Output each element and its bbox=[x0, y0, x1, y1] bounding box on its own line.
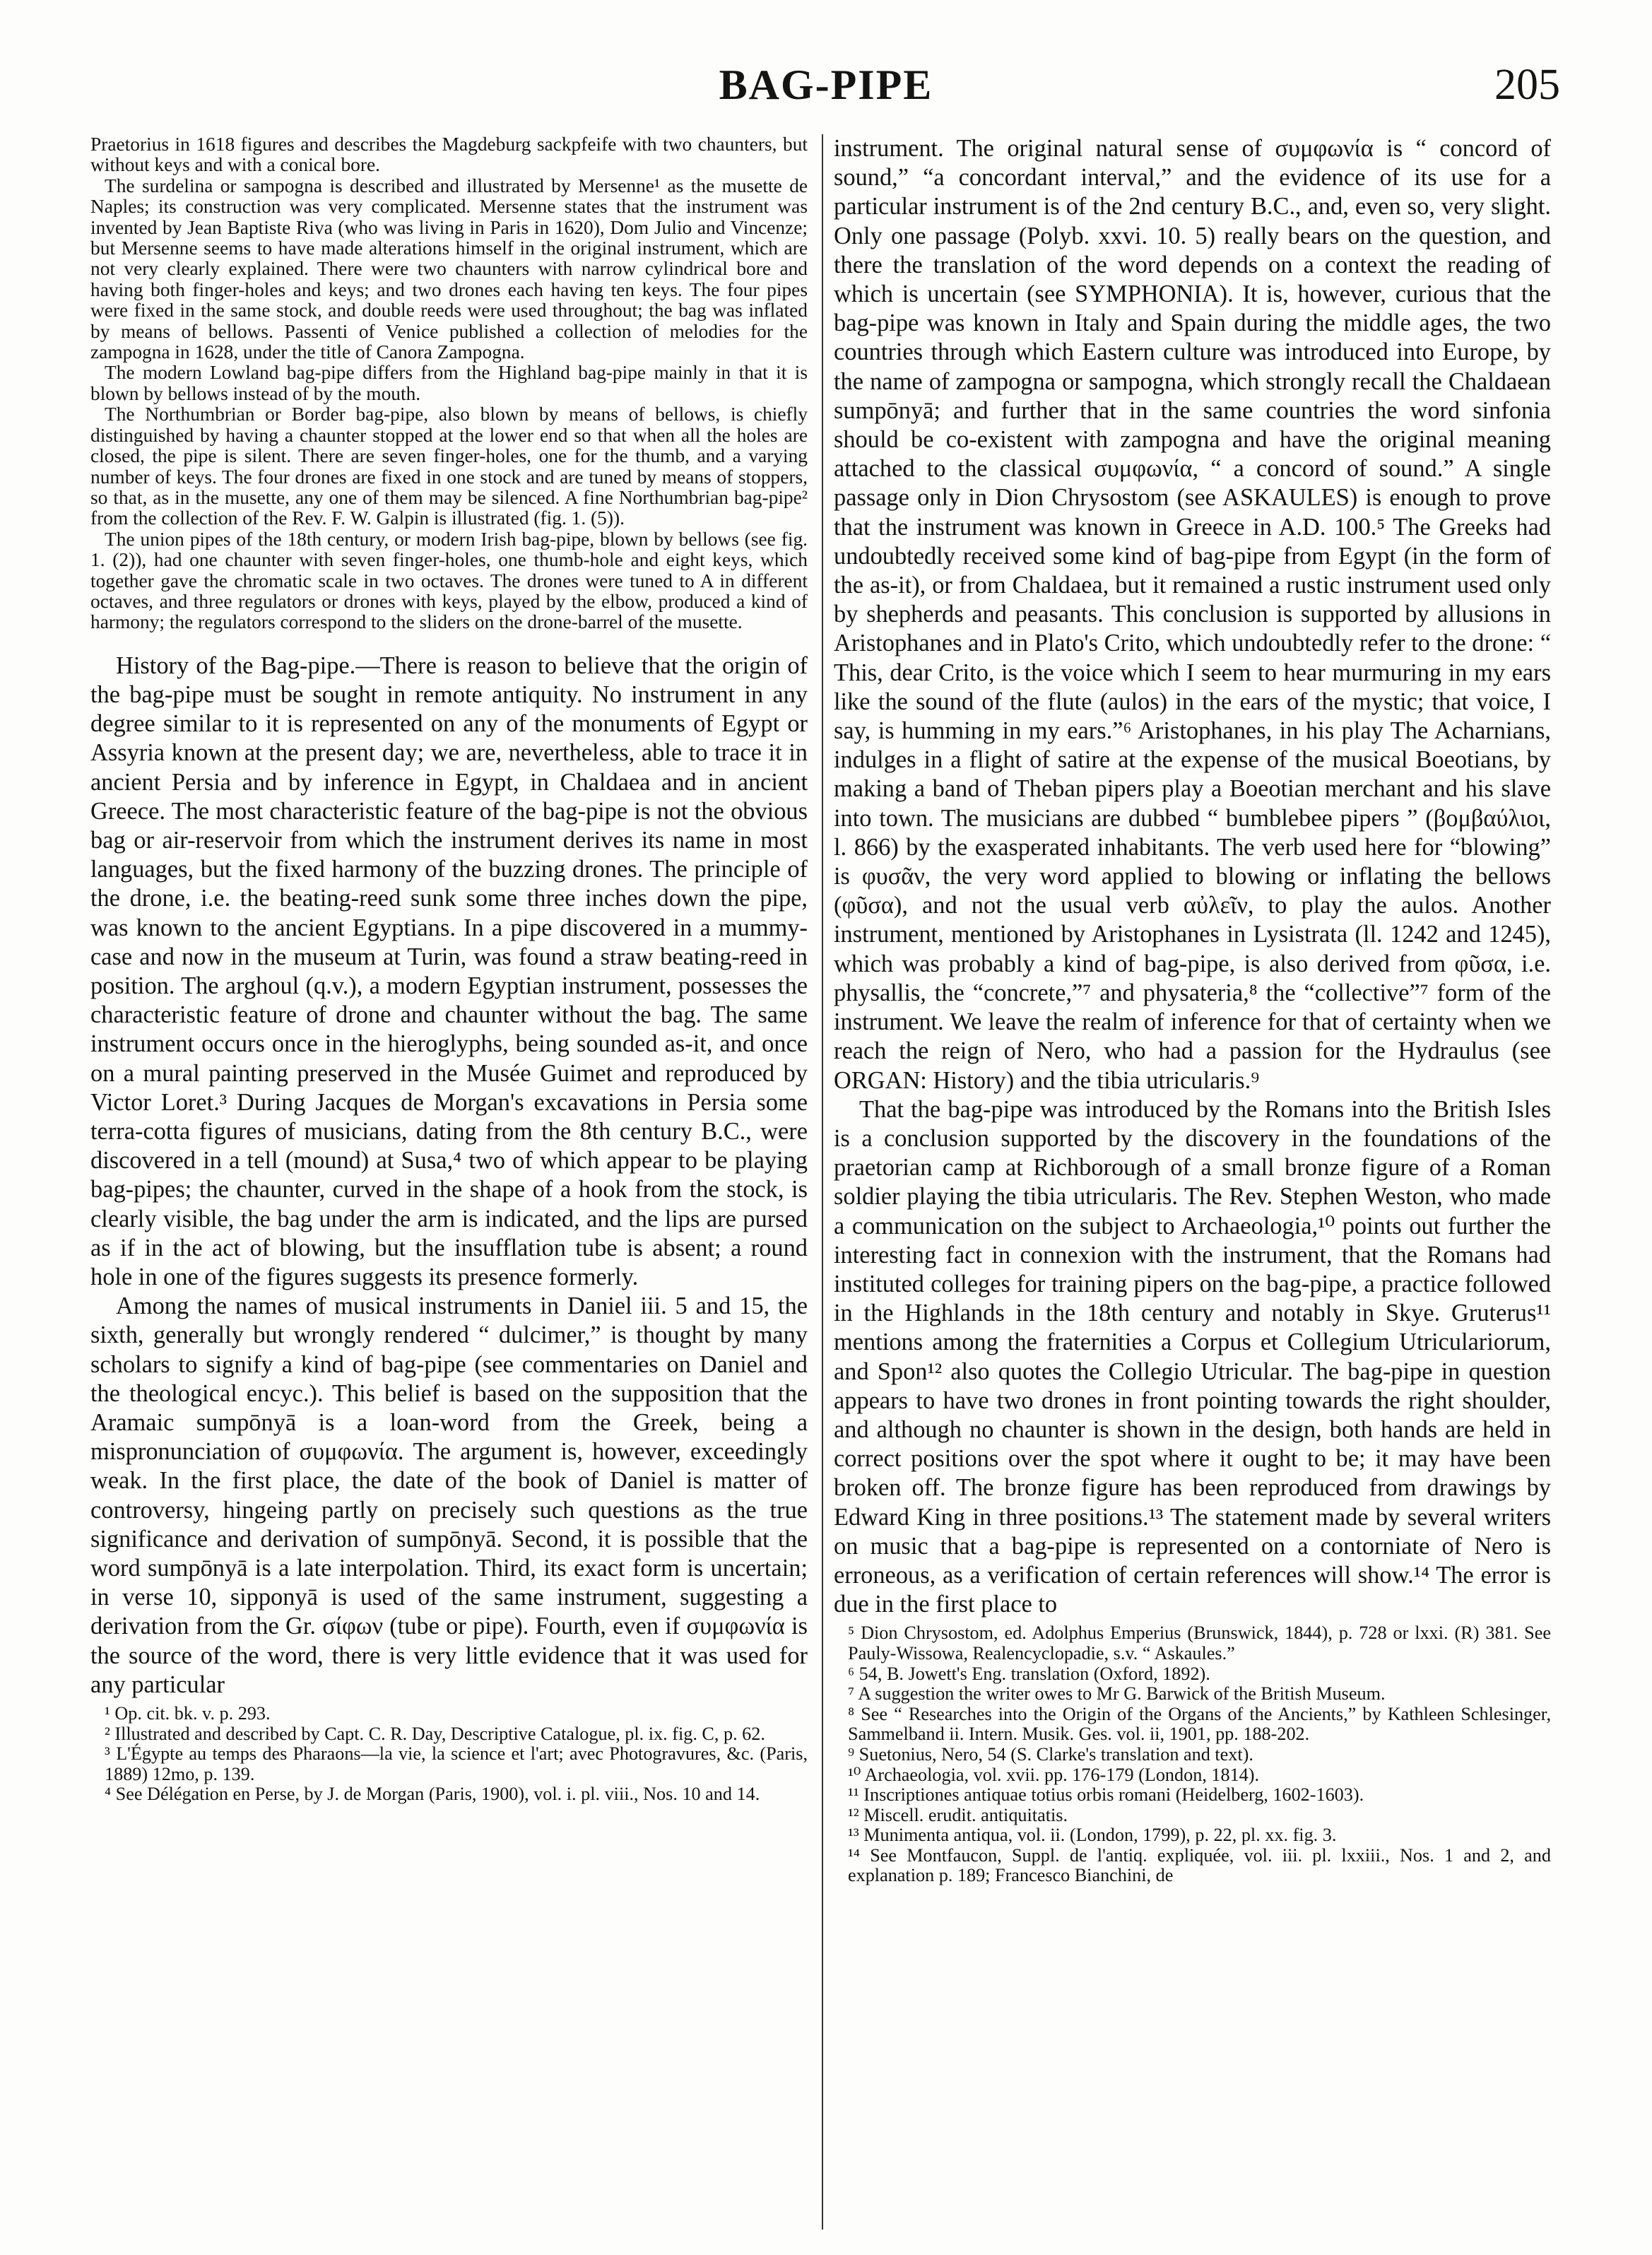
paragraph: The modern Lowland bag-pipe differs from the Highland bag-pipe mainly in that it is blown by bellows instead of by the mouth. bbox=[90, 362, 808, 404]
footnotes bbox=[834, 1623, 1551, 1886]
right-column bbox=[834, 134, 1551, 1886]
paragraph: instrument. The original natural sense of συμφωνία is “ concord of sound,” “a concordant interval,” and the evidence of its use for a particular instrument is of the 2nd century B.C., and, even so, very slight. Only one passage (Polyb. xxvi. 10. 5) really bears on the question, and there the translation of the word depends on a context the reading of which is uncertain (see SYMPHONIA). It is, however, curious that the bag-pipe was known in Italy and Spain during the middle ages, the two countries through which Eastern culture was introduced into Europe, by the name of zampogna or sampogna, which strongly recall the Chaldaean sumpōnyā; and further that in the same countries the word sinfonia should be co-existent with zampogna and have the original meaning attached to the classical συμφωνία, “ a concord of sound.” A single passage only in Dion Chrysostom (see ASKAULES) is enough to prove that the instrument was known in Greece in A.D. 100.⁵ The Greeks had undoubtedly received some kind of bag-pipe from Egypt (in the form of the as-it), or from Chaldaea, but it remained a rustic instrument used only by shepherds and peasants. This conclusion is supported by allusions in Aristophanes and in Plato's Crito, which undoubtedly refer to the drone: “ This, dear Crito, is the voice which I seem to hear murmuring in my ears like the sound of the flute (aulos) in the ears of the mystic; that voice, I say, is humming in my ears.”⁶ Aristophanes, in his play The Acharnians, indulges in a flight of satire at the expense of the musical Boeotians, by making a band of Theban pipers play a Boeotian merchant and his slave into town. The musicians are dubbed “ bumblebee pipers ” (βομβαύλιοι, l. 866) by the exasperated inhabitants. The verb used here for “blowing” is φυσᾶν, the very word applied to blowing or inflating the bellows (φῦσα), and not the usual verb αὐλεῖν, to play the aulos. Another instrument, mentioned by Aristophanes in Lysistrata (ll. 1242 and 1245), which was probably a kind of bag-pipe, is also derived from φῦσα, i.e. physallis, the “concrete,”⁷ and physateria,⁸ the “collective”⁷ form of the instrument. We leave the realm of inference for that of certainty when we reach the reign of Nero, who had a passion for the Hydraulus (see ORGAN: History) and the tibia utricularis.⁹ bbox=[834, 135, 1551, 1094]
main-text-section bbox=[834, 134, 1551, 1619]
column-divider bbox=[822, 134, 823, 2230]
paragraph: The Northumbrian or Border bag-pipe, also blown by means of bellows, is chiefly distinguished by having a chaunter stopped at the lower end so that when all the holes are closed, the pipe is silent. There are seven finger-holes, one for the thumb, and a varying number of keys. The four drones are fixed in one stock and are tuned by means of stoppers, so that, as in the musette, any one of them may be silenced. A fine Northumbrian bag-pipe² from the collection of the Rev. F. W. Galpin is illustrated (fig. 1. (5)). bbox=[90, 404, 808, 529]
paragraph: The surdelina or sampogna is described and illustrated by Mersenne¹ as the musette de Naples; its construction was very complicated. Mersenne states that the instrument was invented by Jean Baptiste Riva (who was living in Paris in 1620), Dom Julio and Vincenze; but Mersenne seems to have made alterations himself in the original instrument, which are not very clearly explained. There were two chaunters with narrow cylindrical bore and having both finger-holes and keys; and two drones each having ten keys. The four pipes were fixed in the same stock, and double reeds were used throughout; the bag was inflated by means of bellows. Passenti of Venice published a collection of melodies for the zampogna in 1628, under the title of Canora Zampogna. bbox=[90, 175, 808, 363]
footnote: ⁵ Dion Chrysostom, ed. Adolphus Emperius (Brunswick, 1844), p. 728 or lxxi. (R) 381. See Pauly-Wissowa, Realencyclopadie, s.v. “ Askaules.” bbox=[848, 1623, 1551, 1664]
main-text-section bbox=[90, 652, 808, 1700]
paragraph: Among the names of musical instruments in Daniel iii. 5 and 15, the sixth, generally but wrongly rendered “ dulcimer,” is thought by many scholars to signify a kind of bag-pipe (see commentaries on Daniel and the theological encyc.). This belief is based on the supposition that the Aramaic sumpōnyā is a loan-word from the Greek, being a mispronunciation of συμφωνία. The argument is, however, exceedingly weak. In the first place, the date of the book of Daniel is matter of controversy, hingeing partly on precisely such questions as the true significance and derivation of sumpōnyā. Second, it is possible that the word sumpōnyā is a late interpolation. Third, its exact form is uncertain; in verse 10, sipponyā is used of the same instrument, suggesting a derivation from the Gr. σίφων (tube or pipe). Fourth, even if συμφωνία is the source of the word, there is very little evidence that it was used for any particular bbox=[90, 1293, 808, 1698]
page-number: 205 bbox=[1494, 61, 1560, 109]
footnote: ¹¹ Inscriptiones antiquae totius orbis romani (Heidelberg, 1602-1603). bbox=[848, 1784, 1364, 1806]
footnote: ⁹ Suetonius, Nero, 54 (S. Clarke's translation and text). bbox=[848, 1743, 1253, 1765]
footnote: ¹⁴ See Montfaucon, Suppl. de l'antiq. expliquée, vol. iii. pl. lxxiii., Nos. 1 and 2, and explanation p. 189; Francesco Bianchini, de bbox=[848, 1844, 1551, 1886]
paragraph: The union pipes of the 18th century, or modern Irish bag-pipe, blown by bellows (see fig. 1. (2)), had one chaunter with seven finger-holes, one thumb-hole and eight keys, which together gave the chromatic scale in two octaves. The drones were tuned to A in different octaves, and three regulators or drones with keys, played by the elbow, produced a kind of harmony; the regulators correspond to the sliders on the drone-barrel of the musette. bbox=[90, 528, 808, 633]
small-print-section bbox=[90, 134, 808, 633]
footnotes bbox=[90, 1704, 808, 1805]
footnote: ⁷ A suggestion the writer owes to Mr G. Barwick of the British Museum. bbox=[848, 1683, 1386, 1705]
paragraph: Praetorius in 1618 figures and describes the Magdeburg sackpfeife with two chaunters, but without keys and with a conical bore. bbox=[90, 134, 808, 176]
paragraph: History of the Bag-pipe.—There is reason to believe that the origin of the bag-pipe must be sought in remote antiquity. No instrument in any degree similar to it is represented on any of the monuments of Egypt or Assyria known at the present day; we are, nevertheless, able to trace it in ancient Persia and by inference in Egypt, in Chaldaea and in ancient Greece. The most characteristic feature of the bag-pipe is not the obvious bag or air-reservoir from which the instrument derives its name in most languages, but the fixed harmony of the buzzing drones. The principle of the drone, i.e. the beating-reed sunk some three inches down the pipe, was known to the ancient Egyptians. In a pipe discovered in a mummy-case and now in the museum at Turin, was found a straw beating-reed in position. The arghoul (q.v.), a modern Egyptian instrument, possesses the characteristic feature of drone and chaunter without the bag. The same instrument occurs once in the hieroglyphs, being sounded as-it, and once on a mural painting preserved in the Musée Guimet and reproduced by Victor Loret.³ During Jacques de Morgan's excavations in Persia some terra-cotta figures of musicians, dating from the 8th century B.C., were discovered in a tell (mound) at Susa,⁴ two of which appear to be playing bag-pipes; the chaunter, curved in the shape of a hook from the stock, is clearly visible, the bag under the arm is indicated, and the lips are pursed as if in the act of blowing, but the insufflation tube is absent; a round hole in one of the figures suggests its presence formerly. bbox=[90, 652, 808, 1291]
paragraph: That the bag-pipe was introduced by the Romans into the British Isles is a conclusion supported by the discovery in the foundations of the praetorian camp at Richborough of a small bronze figure of a Roman soldier playing the tibia utricularis. The Rev. Stephen Weston, who made a communication on the subject to Archaeologia,¹⁰ points out further the interesting fact in connexion with the instrument, that the Romans had instituted colleges for training pipers on the bag-pipe, a practice followed in the Highlands in the 18th century and notably in Skye. Gruterus¹¹ mentions among the fraternities a Corpus et Collegium Utriculariorum, and Spon¹² also quotes the Collegio Utricular. The bag-pipe in question appears to have two drones in front pointing towards the right shoulder, and although no chaunter is shown in the design, both hands are held in correct positions over the spot where it ought to be; it may have been broken off. The bronze figure has been reproduced from drawings by Edward King in three positions.¹³ The statement made by several writers on music that a bag-pipe is represented on a contorniate of Nero is erroneous, as a verification of certain references will show.¹⁴ The error is due in the first place to bbox=[834, 1095, 1551, 1618]
page-title: BAG-PIPE bbox=[719, 61, 933, 108]
footnote: ² Illustrated and described by Capt. C. R. Day, Descriptive Catalogue, pl. ix. fig. C, p. 62. bbox=[105, 1723, 765, 1744]
footnote: ¹³ Munimenta antiqua, vol. ii. (London, 1799), p. 22, pl. xx. fig. 3. bbox=[848, 1825, 1337, 1846]
footnote: ¹² Miscell. erudit. antiquitatis. bbox=[848, 1804, 1068, 1825]
footnote: ⁸ See “ Researches into the Origin of the Organs of the Ancients,” by Kathleen Schlesinger, Sammelband ii. Intern. Musik. Ges. vol. ii, 1901, pp. 188-202. bbox=[848, 1703, 1551, 1745]
footnote: ¹⁰ Archaeologia, vol. xvii. pp. 176-179 (London, 1814). bbox=[848, 1764, 1260, 1785]
footnote: ⁴ See Délégation en Perse, by J. de Morgan (Paris, 1900), vol. i. pl. viii., Nos. 10 and 14. bbox=[105, 1784, 760, 1805]
footnote: ³ L'Égypte au temps des Pharaons—la vie, la science et l'art; avec Photogravures, &c. (Paris, 1889) 12mo, p. 139. bbox=[105, 1743, 808, 1784]
footnote: ⁶ 54, B. Jowett's Eng. translation (Oxford, 1892). bbox=[848, 1663, 1210, 1684]
footnote: ¹ Op. cit. bk. v. p. 293. bbox=[105, 1703, 271, 1724]
left-column bbox=[90, 134, 808, 1805]
